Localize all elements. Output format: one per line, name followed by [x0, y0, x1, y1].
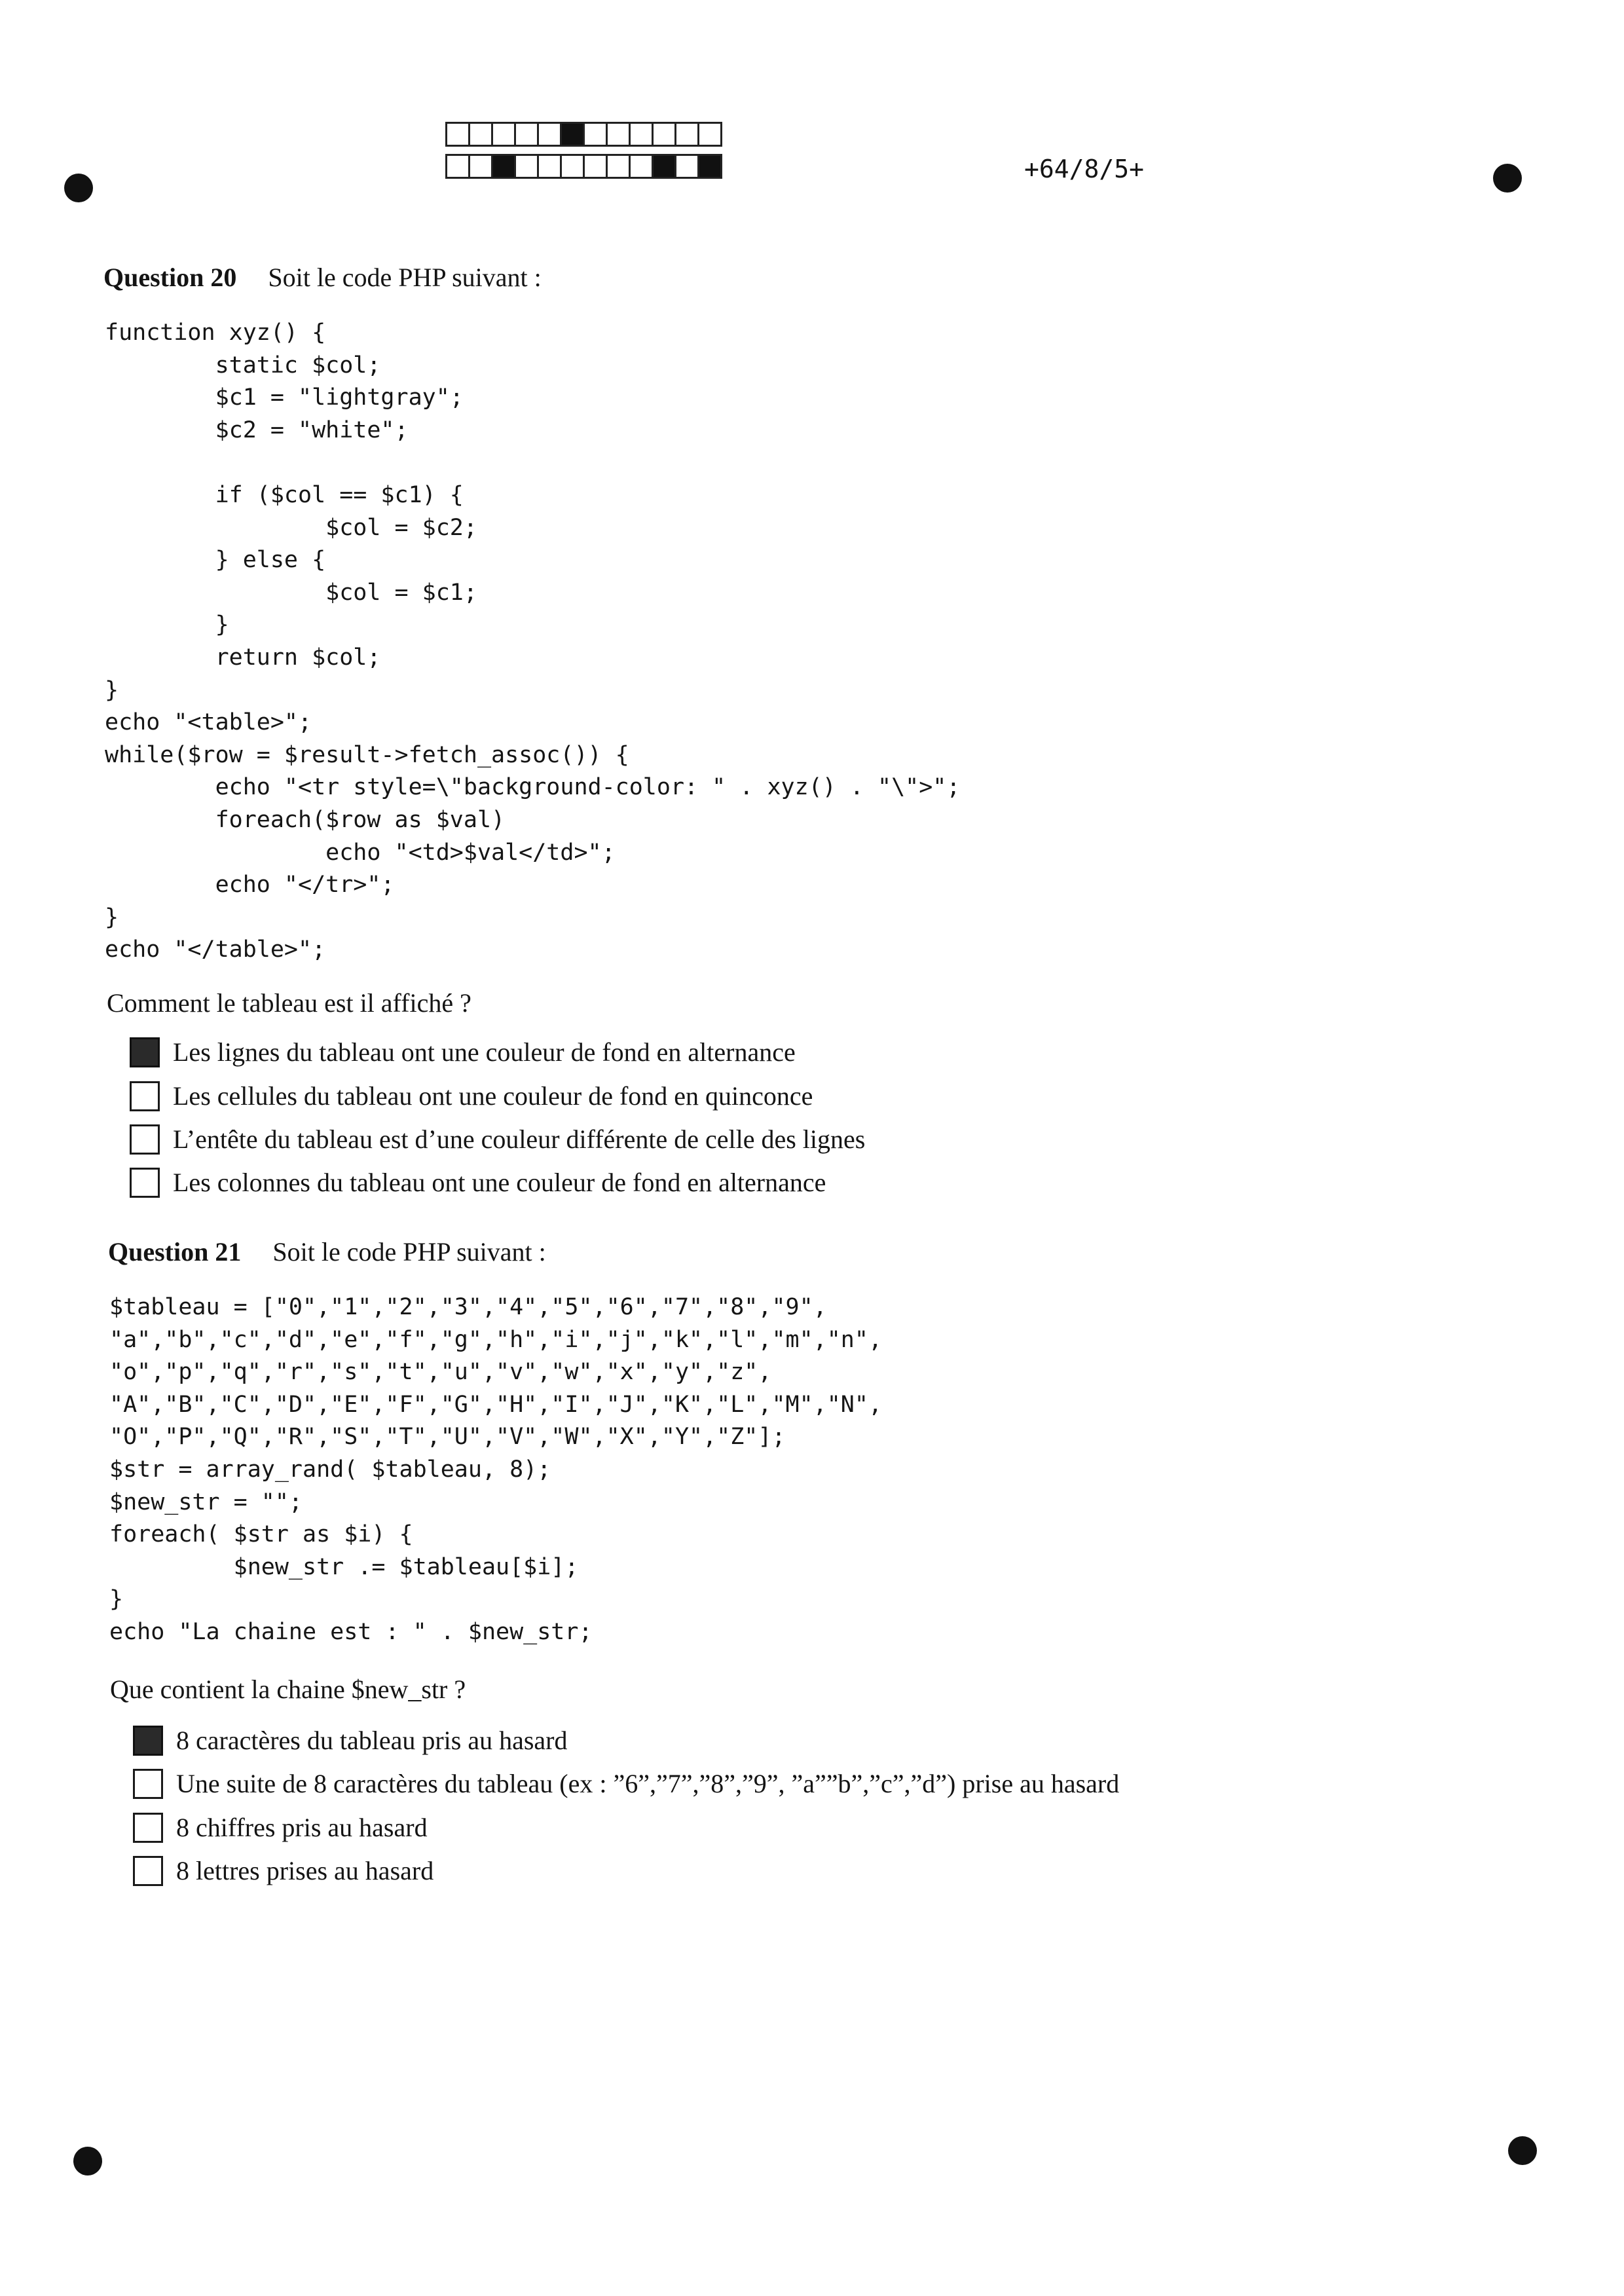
- id-cell-empty: [652, 122, 676, 147]
- id-grid-row-2: [445, 154, 720, 179]
- id-cell-filled: [491, 154, 516, 179]
- id-cell-empty: [491, 122, 516, 147]
- q20-option-3[interactable]: [130, 1124, 865, 1155]
- id-cell-empty: [606, 122, 631, 147]
- id-cell-empty: [445, 122, 470, 147]
- q21-option-3-label: 8 chiffres pris au hasard: [176, 1813, 428, 1842]
- question-intro: Soit le code PHP suivant :: [272, 1237, 546, 1267]
- q21-option-4-label: 8 lettres prises au hasard: [176, 1856, 434, 1885]
- q20-option-1-checkbox[interactable]: [130, 1037, 160, 1067]
- id-cell-empty: [468, 154, 493, 179]
- question-21-header: [108, 1236, 546, 1267]
- id-cell-empty: [537, 122, 562, 147]
- q21-option-3-checkbox[interactable]: [133, 1813, 163, 1843]
- question-number: Question 20: [103, 263, 237, 292]
- q20-option-4[interactable]: [130, 1167, 826, 1198]
- question-number: Question 21: [108, 1237, 242, 1267]
- q21-option-1-label: 8 caractères du tableau pris au hasard: [176, 1726, 568, 1755]
- id-cell-empty: [674, 154, 699, 179]
- q20-option-4-checkbox[interactable]: [130, 1168, 160, 1198]
- page-id: +64/8/5+: [1024, 155, 1145, 183]
- q21-option-2[interactable]: [133, 1768, 1119, 1799]
- id-cell-empty: [514, 122, 539, 147]
- question-20-code: function xyz() { static $col; $c1 = "lightgray"; $c2 = "white"; if ($col == $c1) { $col = $c2; } else { $col = $c1; } return $col; } echo "<table>"; while($row = $result->fetch_assoc()) { echo "<tr style=\"background-color: " . xyz() . "\">"; foreach($row as $val) echo "<td>$val</td>"; echo "</tr>"; } echo "</table>";: [105, 320, 961, 963]
- id-cell-empty: [537, 154, 562, 179]
- q20-option-3-checkbox[interactable]: [130, 1124, 160, 1155]
- q20-option-2[interactable]: [130, 1081, 813, 1111]
- question-intro: Soit le code PHP suivant :: [268, 263, 542, 292]
- id-cell-empty: [583, 154, 608, 179]
- question-21-prompt: Que contient la chaine $new_str ?: [110, 1675, 466, 1704]
- id-cell-empty: [674, 122, 699, 147]
- id-cell-empty: [560, 154, 585, 179]
- q20-option-2-checkbox[interactable]: [130, 1081, 160, 1111]
- id-cell-empty: [606, 154, 631, 179]
- q21-option-3[interactable]: [133, 1812, 428, 1843]
- question-20-prompt: Comment le tableau est il affiché ?: [107, 988, 471, 1018]
- q20-option-3-label: L’entête du tableau est d’une couleur différente de celle des lignes: [173, 1124, 866, 1154]
- q21-option-2-checkbox[interactable]: [133, 1769, 163, 1799]
- registration-mark-top-left: [64, 174, 93, 202]
- id-cell-empty: [468, 122, 493, 147]
- id-cell-filled: [560, 122, 585, 147]
- id-cell-filled: [697, 154, 722, 179]
- id-cell-empty: [629, 122, 654, 147]
- q20-option-1-label: Les lignes du tableau ont une couleur de fond en alternance: [173, 1037, 796, 1067]
- q21-option-1[interactable]: [133, 1725, 567, 1756]
- registration-mark-bottom-left: [73, 2147, 102, 2176]
- registration-mark-bottom-right: [1508, 2136, 1537, 2165]
- id-cell-empty: [583, 122, 608, 147]
- id-cell-empty: [445, 154, 470, 179]
- q21-option-1-checkbox[interactable]: [133, 1726, 163, 1756]
- id-cell-filled: [652, 154, 676, 179]
- question-21-code: $tableau = ["0","1","2","3","4","5","6","7","8","9", "a","b","c","d","e","f","g","h","i","j","k","l","m","n", "o","p","q","r","s","t","u","v","w","x","y","z", "A","B","C","D","E","F","G","H","I","J","K","L","M","N", "O","P","Q","R","S","T","U","V","W","X","Y","Z"]; $str = array_rand( $tableau, 8); $new_str = ""; foreach( $str as $i) { $new_str .= $tableau[$i]; } echo "La chaine est : " . $new_str;: [109, 1294, 883, 1645]
- question-20-header: [103, 262, 542, 293]
- id-cell-empty: [514, 154, 539, 179]
- id-cell-empty: [697, 122, 722, 147]
- q21-option-4[interactable]: [133, 1855, 434, 1886]
- q20-option-2-label: Les cellules du tableau ont une couleur de fond en quinconce: [173, 1081, 813, 1111]
- q20-option-4-label: Les colonnes du tableau ont une couleur de fond en alternance: [173, 1168, 826, 1197]
- q21-option-4-checkbox[interactable]: [133, 1856, 163, 1886]
- id-cell-empty: [629, 154, 654, 179]
- id-grid-row-1: [445, 122, 720, 147]
- registration-mark-top-right: [1493, 164, 1522, 193]
- q21-option-2-label: Une suite de 8 caractères du tableau (ex : ”6”,”7”,”8”,”9”, ”a””b”,”c”,”d”) prise au hasard: [176, 1769, 1120, 1798]
- q20-option-1[interactable]: [130, 1037, 796, 1067]
